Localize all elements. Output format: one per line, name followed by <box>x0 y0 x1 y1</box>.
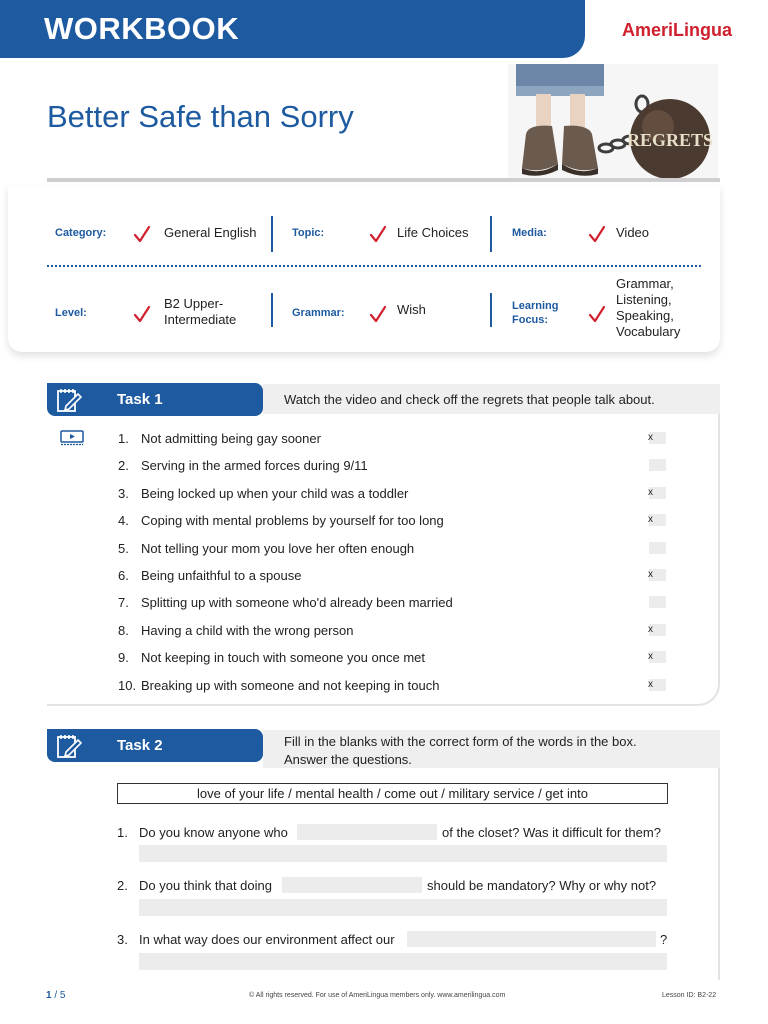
lesson-id: Lesson ID: B2-22 <box>662 992 717 999</box>
list-item <box>118 486 408 501</box>
list-item <box>118 541 414 556</box>
check-icon <box>133 305 151 323</box>
list-item-text: Serving in the armed forces during 9/11 <box>141 458 368 473</box>
list-item-number: 7. <box>118 595 129 610</box>
answer-field[interactable] <box>139 899 667 916</box>
media-label: Media: <box>512 227 547 239</box>
focus-value: Speaking, <box>616 308 674 323</box>
info-divider <box>271 216 273 252</box>
list-item <box>118 650 425 665</box>
question-text: In what way does our environment affect our <box>139 932 395 947</box>
list-item <box>118 431 321 446</box>
list-item <box>118 458 368 473</box>
question-number: 3. <box>117 932 128 947</box>
word-box: love of your life / mental health / come out / military service / get into <box>117 783 668 804</box>
task1-instruction: Watch the video and check off the regrets that people talk about. <box>263 384 720 414</box>
question-text: ? <box>660 932 668 947</box>
list-item-number: 1. <box>118 431 129 446</box>
topic-label: Topic: <box>292 227 325 239</box>
check-box[interactable] <box>649 651 666 663</box>
list-item-number: 8. <box>118 623 129 638</box>
check-box[interactable] <box>649 679 666 691</box>
check-mark: x <box>648 651 653 662</box>
notepad-pencil-icon <box>55 386 83 414</box>
list-item-text: Breaking up with someone and not keeping in touch <box>141 678 440 693</box>
question-text: Do you think that doing <box>139 878 272 893</box>
question-text: of the closet? Was it difficult for them? <box>442 825 661 840</box>
check-box[interactable] <box>649 542 666 554</box>
question-number: 2. <box>117 878 128 893</box>
task1-tab <box>47 383 263 416</box>
answer-field[interactable] <box>139 845 667 862</box>
list-item-number: 5. <box>118 541 129 556</box>
level-value-line: B2 Upper- <box>164 296 224 311</box>
info-dotted-divider <box>47 265 701 267</box>
focus-label <box>512 299 558 327</box>
focus-label-line: Focus: <box>512 314 549 326</box>
grammar-label: Grammar: <box>292 307 345 319</box>
fill-blank[interactable] <box>297 824 437 840</box>
category-value: General English <box>164 225 257 240</box>
list-item <box>118 678 439 693</box>
list-item-text: Having a child with the wrong person <box>141 623 354 638</box>
check-box[interactable] <box>649 596 666 608</box>
check-box[interactable] <box>649 514 666 526</box>
title-divider <box>47 178 720 182</box>
regrets-label: REGRETS <box>626 130 714 150</box>
level-value <box>164 296 236 328</box>
list-item <box>118 568 301 583</box>
topic-value: Life Choices <box>397 225 469 240</box>
list-item-number: 4. <box>118 513 129 528</box>
fill-blank[interactable] <box>407 931 656 947</box>
check-mark: x <box>648 514 653 525</box>
copyright-notice: © All rights reserved. For use of AmeriLingua members only. www.amerilingua.com <box>249 992 506 999</box>
list-item-number: 3. <box>118 486 129 501</box>
check-icon <box>369 305 387 323</box>
brand-logo <box>622 20 732 41</box>
check-icon <box>133 225 151 243</box>
task1-label: Task 1 <box>117 391 163 408</box>
header-title: WORKBOOK <box>44 11 240 46</box>
page-total: / 5 <box>54 990 66 1001</box>
brand-name: AmeriLingua <box>622 20 733 40</box>
list-item-number: 10. <box>118 678 137 693</box>
focus-values <box>616 276 680 340</box>
task2-instruction <box>263 730 720 768</box>
check-box[interactable] <box>649 569 666 581</box>
info-divider <box>271 293 273 327</box>
question-text: should be mandatory? Why or why not? <box>427 878 657 893</box>
grammar-value: Wish <box>397 302 426 317</box>
task2-label: Task 2 <box>117 737 163 754</box>
check-mark: x <box>648 679 653 690</box>
level-label: Level: <box>55 307 87 319</box>
page-indicator <box>46 990 65 1001</box>
level-value-line: Intermediate <box>164 312 237 327</box>
focus-value: Vocabulary <box>616 324 681 339</box>
list-item <box>118 513 444 528</box>
question-text: Do you know anyone who <box>139 825 288 840</box>
category-label: Category: <box>55 227 107 239</box>
page-current: 1 <box>46 990 52 1001</box>
list-item-text: Not keeping in touch with someone you once met <box>141 650 426 665</box>
info-divider <box>490 293 492 327</box>
check-mark: x <box>648 569 653 580</box>
list-item-text: Being locked up when your child was a toddler <box>141 486 409 501</box>
list-item <box>118 595 453 610</box>
focus-value: Listening, <box>616 292 672 307</box>
list-item-number: 2. <box>118 458 129 473</box>
list-item-number: 9. <box>118 650 129 665</box>
focus-label-line: Learning <box>512 300 559 312</box>
fill-blank[interactable] <box>282 877 422 893</box>
info-card <box>8 186 720 352</box>
video-icon <box>60 430 84 446</box>
list-item-text: Splitting up with someone who'd already been married <box>141 595 453 610</box>
check-mark: x <box>648 432 653 443</box>
check-box[interactable] <box>649 459 666 471</box>
list-item <box>118 623 353 638</box>
media-value: Video <box>616 225 650 240</box>
info-divider <box>490 216 492 252</box>
list-item-text: Coping with mental problems by yourself for too long <box>141 513 444 528</box>
regrets-image <box>508 64 718 179</box>
check-box[interactable] <box>649 487 666 499</box>
list-item-text: Not telling your mom you love her often enough <box>141 541 415 556</box>
task2-tab <box>47 729 263 762</box>
list-item-text: Not admitting being gay sooner <box>141 431 321 446</box>
answer-field[interactable] <box>139 953 667 970</box>
check-icon <box>369 225 387 243</box>
check-box[interactable] <box>649 624 666 636</box>
task2-instruction-line: Fill in the blanks with the correct form of the words in the box. <box>284 734 637 749</box>
check-mark: x <box>648 487 653 498</box>
check-icon <box>588 305 606 323</box>
list-item-number: 6. <box>118 568 129 583</box>
question-number: 1. <box>117 825 128 840</box>
task2-instruction-line: Answer the questions. <box>284 752 412 767</box>
focus-value: Grammar, <box>616 276 674 291</box>
notepad-pencil-icon <box>55 732 83 760</box>
list-item-text: Being unfaithful to a spouse <box>141 568 302 583</box>
check-box[interactable] <box>649 432 666 444</box>
lesson-title: Better Safe than Sorry <box>47 99 354 134</box>
check-mark: x <box>648 624 653 635</box>
check-icon <box>588 225 606 243</box>
